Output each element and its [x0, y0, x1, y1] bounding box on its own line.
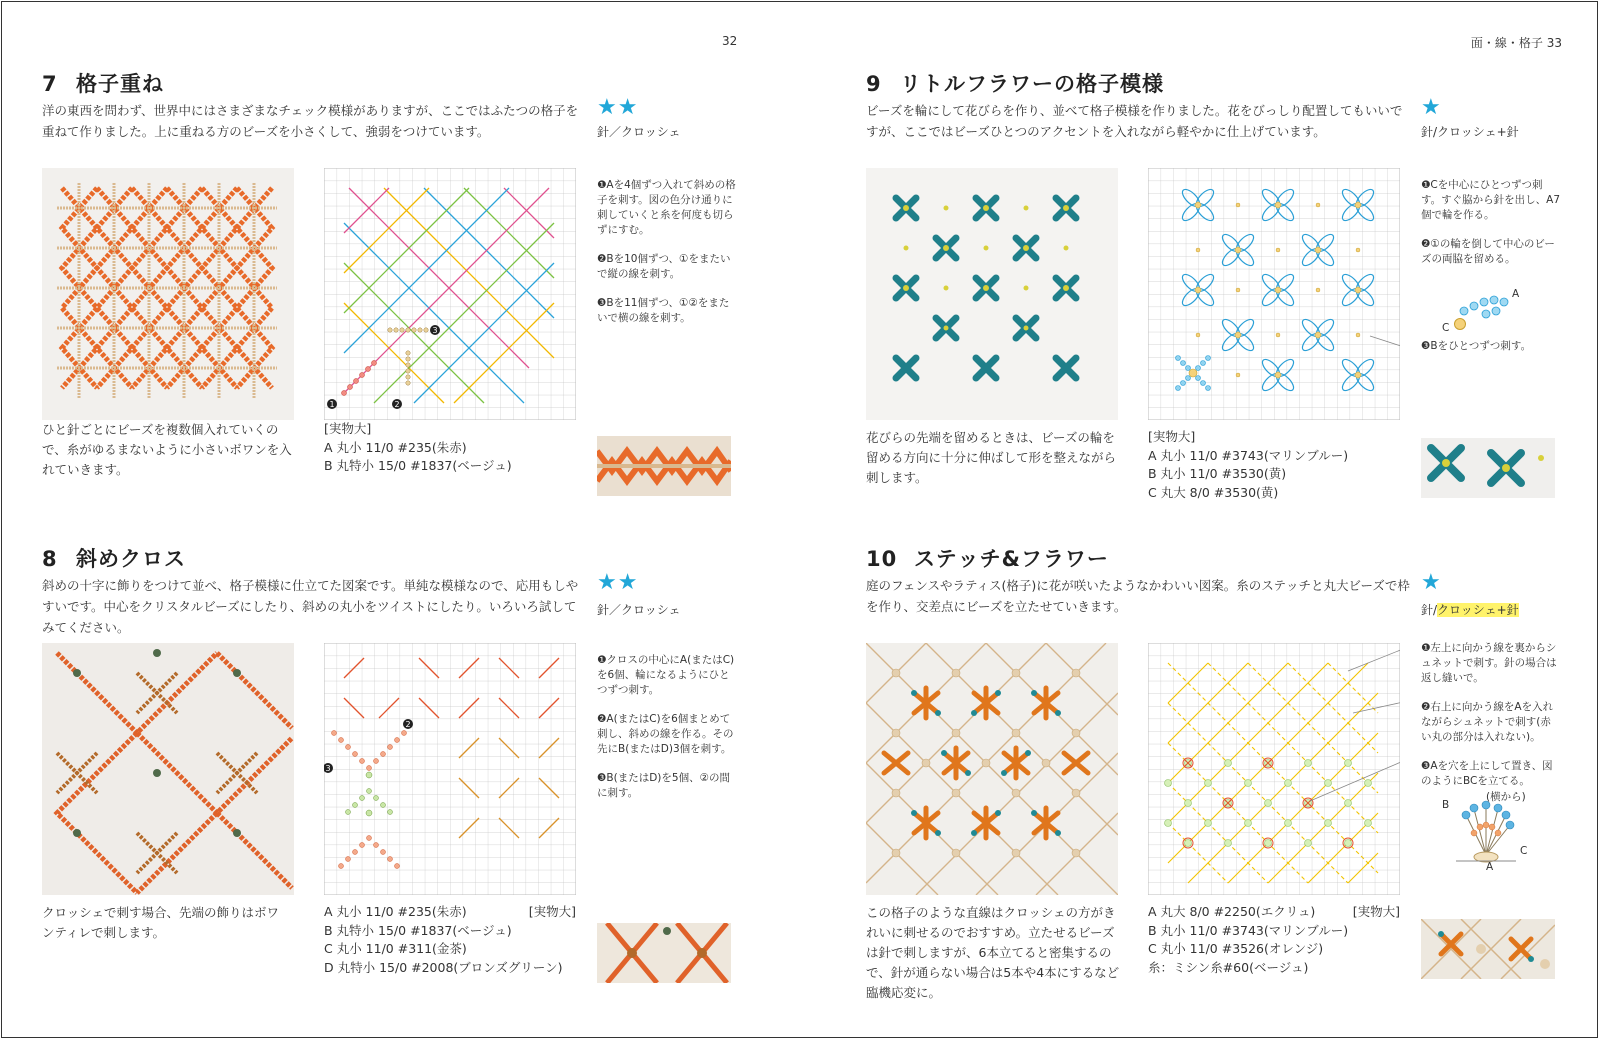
svg-text:3: 3 [325, 764, 331, 773]
tools-label: 針/クロッシェ+針 [1421, 603, 1519, 617]
steps-list [597, 653, 737, 815]
actual-size-photo [1421, 919, 1555, 979]
pattern-photo [42, 168, 294, 420]
material-b: B 丸小 11/0 #3530(黄) [1148, 466, 1287, 481]
difficulty-stars: ★ [1421, 570, 1442, 595]
step-1: ❶左上に向かう線を裏からシュネットで刺す。針の場合は返し縫いで。 [1421, 642, 1557, 684]
actual-size-photo [597, 436, 731, 496]
tools-highlight: クロッシェ+針 [1437, 603, 1519, 617]
actual-size-photo [597, 923, 731, 983]
difficulty-stars: ★★ [597, 570, 639, 595]
section-note: 花びらの先端を留めるときは、ビーズの輪を留める方向に十分に伸ばして形を整えながら刺します。 [866, 430, 1117, 485]
step-1: ❶Cを中心にひとつずつ刺す。すぐ脇から針を出し、A7個で輪を作る。 [1421, 179, 1561, 221]
material-a: A 丸小 11/0 #3743(マリンブルー) [1148, 447, 1349, 463]
svg-text:2: 2 [405, 720, 411, 729]
steps-list [1421, 178, 1561, 368]
pattern-diagram [324, 168, 576, 420]
step-3: ❸B(またはD)を5個、②の間に刺す。 [597, 772, 730, 799]
pattern-photo [866, 168, 1118, 420]
material-b: B 丸特小 15/0 #1837(ベージュ) [324, 922, 512, 938]
tools-label: 針/クロッシェ+針 [1421, 125, 1519, 139]
materials [1148, 428, 1400, 502]
step-3: ❸Bを11個ずつ、①②をまたいで横の線を刺す。 [597, 297, 730, 324]
actual-size-photo [1421, 438, 1555, 498]
step-2: ❷A(またはC)を6個まとめて刺し、斜めの線を作る。その先にB(またはD)3個を刺す。 [597, 713, 734, 755]
svg-text:1: 1 [329, 400, 335, 409]
bead-label-a: A [1486, 861, 1494, 873]
step-2: ❷Bを10個ずつ、①をまたいで縦の線を刺す。 [597, 253, 731, 280]
materials [1148, 903, 1400, 977]
section-note: この格子のような直線はクロッシェの方がきれいに刺せるのでおすすめ。立たせるビーズは針で刺しますが、6本立てると密集するので、針が通らない場合は5本や4本にするなど臨機応変に。 [866, 905, 1120, 1000]
tools-label: 針／クロッシェ [597, 125, 681, 139]
step-3: ❸Aを穴を上にして置き、図のようにBCを立てる。 [1421, 760, 1553, 787]
materials-heading: [実物大] [1352, 904, 1400, 919]
difficulty-stars: ★★ [597, 95, 639, 120]
steps-list [597, 178, 737, 340]
bead-label-b: B [1442, 799, 1450, 811]
right-page-header: 面・線・格子 33 [1470, 36, 1562, 50]
difficulty-stars: ★ [1421, 95, 1442, 120]
section-title: 7 格子重ね [42, 72, 164, 96]
section-10 [866, 543, 1566, 1013]
step-2: ❷右上に向かう線をAを入れながらシュネットで刺す(赤い丸の部分は入れない)。 [1421, 701, 1554, 743]
section-7 [42, 68, 742, 538]
step-1: ❶Aを4個ずつ入れて斜めの格子を刺す。図の色分け通りに刺していくと糸を何度も切らずにすむ。 [597, 179, 736, 236]
pattern-photo [866, 643, 1118, 895]
svg-text:3: 3 [432, 326, 438, 335]
section-title: 9 リトルフラワーの格子模様 [866, 72, 1164, 96]
section-intro: 斜めの十字に飾りをつけて並べ、格子模様に仕立てた図案です。単純な模様なので、応用もしやすいです。中心をクリスタルビーズにしたり、斜めの丸小をツイストにしたり。いろいろ試してみてください。 [42, 578, 579, 635]
material-thread: 糸：ミシン糸#60(ベージュ) [1148, 959, 1309, 975]
left-page-number: 32 [722, 34, 738, 48]
section-title: 8 斜めクロス [42, 547, 186, 571]
material-b: B 丸小 11/0 #3743(マリンブルー) [1148, 922, 1349, 938]
material-a: A 丸大 8/0 #2250(エクリュ) [1148, 904, 1316, 919]
section-9 [866, 68, 1566, 538]
material-a: A 丸小 11/0 #235(朱赤) [324, 904, 467, 919]
materials-heading: [実物大] [324, 421, 372, 436]
material-b: B 丸特小 15/0 #1837(ベージュ) [324, 458, 512, 473]
section-intro: 洋の東西を問わず、世界中にはさまざまなチェック模様がありますが、ここではふたつの格子を重ねて作りました。上に重ねる方のビーズを小さくして、強弱をつけています。 [42, 103, 579, 139]
material-c: C 丸小 11/0 #3526(オレンジ) [1148, 941, 1324, 956]
section-intro: 庭のフェンスやラティス(格子)に花が咲いたようなかわいい図案。糸のステッチと丸大ビーズで枠を作り、交差点にビーズを立たせていきます。 [866, 578, 1410, 614]
section-intro: ビーズを輪にして花びらを作り、並べて格子模様を作りました。花をびっしり配置してもいいですが、ここではビーズひとつのアクセントを入れながら軽やかに仕上げています。 [866, 103, 1403, 139]
bead-label-a: A [1512, 288, 1520, 300]
standing-beads-illustration [1436, 791, 1536, 873]
bead-label-c: C [1520, 845, 1528, 857]
steps-list [1421, 641, 1561, 803]
tools-label: 針／クロッシェ [597, 603, 681, 617]
svg-text:2: 2 [394, 400, 400, 409]
materials-heading: [実物大] [528, 904, 576, 919]
materials [324, 903, 576, 977]
section-8 [42, 543, 742, 1013]
pattern-diagram [1148, 643, 1400, 895]
material-c: C 丸大 8/0 #3530(黄) [1148, 484, 1279, 500]
side-view-label: (横から) [1486, 791, 1526, 803]
materials [324, 420, 576, 476]
pattern-diagram [324, 643, 576, 895]
pattern-photo [42, 643, 294, 895]
material-d: D 丸特小 15/0 #2008(ブロンズグリーン) [324, 959, 563, 975]
materials-heading: [実物大] [1148, 429, 1196, 444]
pattern-diagram [1148, 168, 1400, 420]
bead-loop-illustration [1442, 286, 1526, 336]
section-title: 10 ステッチ&フラワー [866, 547, 1109, 571]
step-3: ❸Bをひとつずつ刺す。 [1421, 340, 1532, 352]
material-a: A 丸小 11/0 #235(朱赤) [324, 439, 467, 455]
section-note: クロッシェで刺す場合、先端の飾りはボワンティレで刺します。 [42, 905, 280, 940]
material-c: C 丸小 11/0 #311(金茶) [324, 941, 467, 956]
section-note: ひと針ごとにビーズを複数個入れていくので、糸がゆるまないように小さいボワンを入れていきます。 [42, 422, 292, 477]
step-2: ❷①の輪を倒して中心のビーズの両脇を留める。 [1421, 238, 1555, 265]
step-1: ❶クロスの中心にA(またはC)を6個、輪になるようにひとつずつ刺す。 [597, 654, 735, 696]
bead-label-c: C [1442, 322, 1450, 334]
